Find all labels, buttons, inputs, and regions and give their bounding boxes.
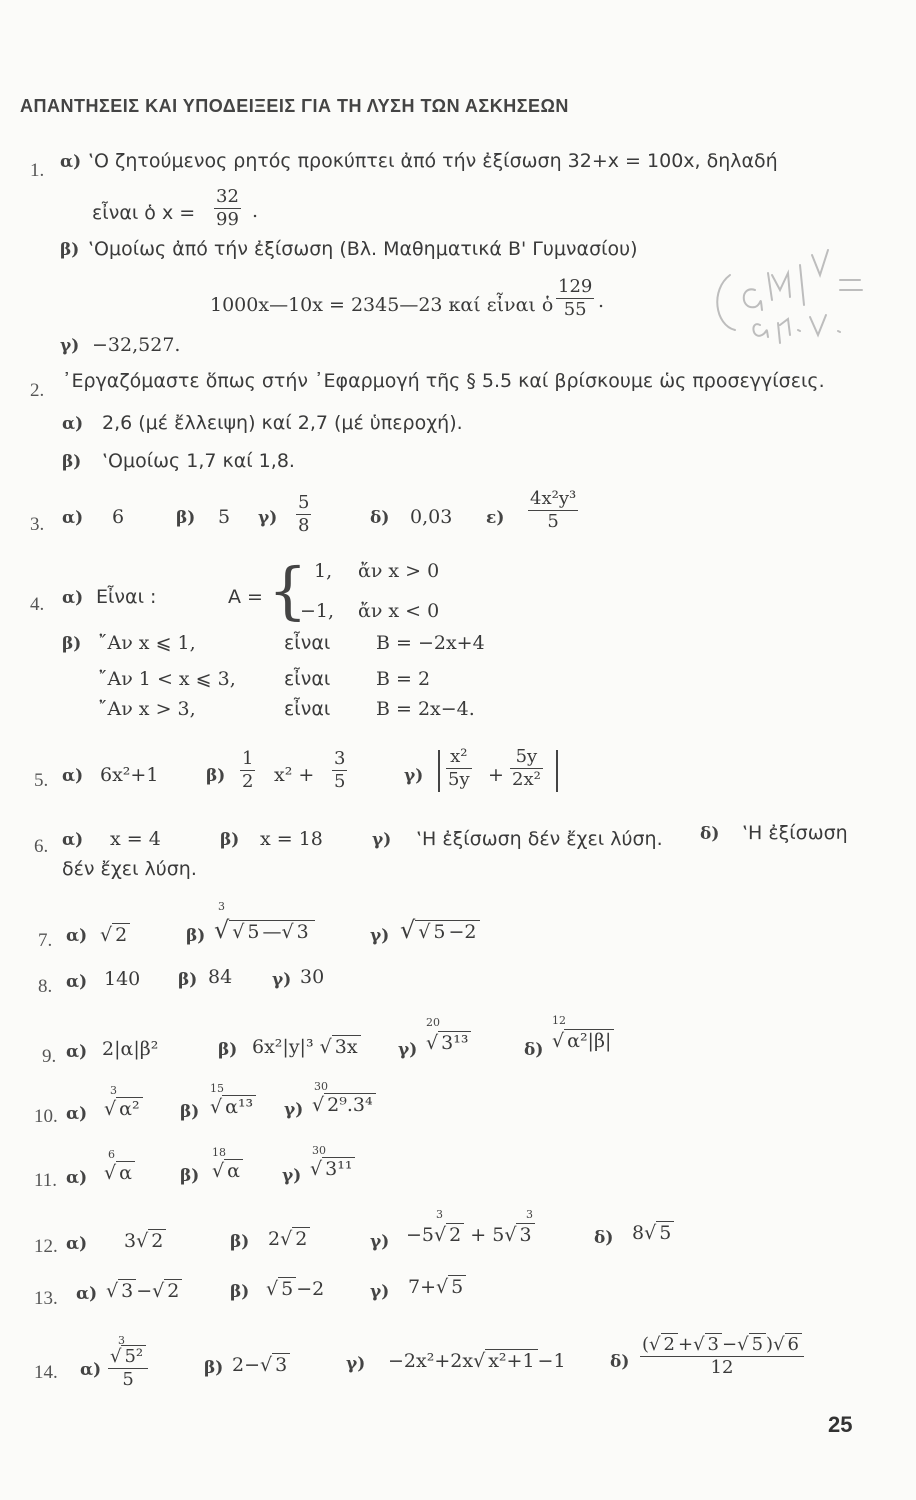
ex13-c-prefix: 7+ xyxy=(408,1276,437,1298)
ex4-row1-result: B = −2x+4 xyxy=(376,632,485,654)
ex3-e-fraction xyxy=(528,488,578,533)
ex1-b-label: β) xyxy=(60,240,80,260)
ex13-b-label: β) xyxy=(230,1282,250,1302)
ex10-c-radicand: 2⁹.3⁴ xyxy=(324,1093,375,1116)
ex7-b-minus: — xyxy=(262,921,282,943)
ex12-a-prefix: 3 xyxy=(124,1230,137,1252)
ex5-a-label: α) xyxy=(62,766,84,786)
ex4-row3-mid: εἶναι xyxy=(284,698,331,720)
ex5-c-fraction1 xyxy=(446,746,472,791)
ex4-a-label: α) xyxy=(62,588,84,608)
ex12-d-root: 8√ 5 xyxy=(632,1222,674,1244)
ex11-c-index: 30 xyxy=(312,1144,326,1157)
ex7-c-tail: −2 xyxy=(448,921,477,943)
ex5-c-label: γ) xyxy=(404,766,424,786)
ex3-e-denominator: 5 xyxy=(528,510,578,533)
ex8-b-label: β) xyxy=(178,970,198,990)
ex3-c-fraction xyxy=(296,492,311,537)
ex9-d-index: 12 xyxy=(552,1014,566,1027)
ex5-a-value: 6x²+1 xyxy=(100,764,159,786)
ex8-a-value: 140 xyxy=(104,968,141,990)
ex12-c-index2: 3 xyxy=(526,1208,533,1221)
ex1-b-dot: . xyxy=(598,290,605,312)
ex11-b-label: β) xyxy=(180,1166,200,1186)
ex9-d-radicand: α²|β| xyxy=(564,1029,614,1052)
ex2-b-text: ‛Ομοίως 1,7 καί 1,8. xyxy=(102,450,295,472)
ex5-b-fraction1 xyxy=(240,748,255,793)
ex10-b-label: β) xyxy=(180,1102,200,1122)
ex7-a-radicand: 2 xyxy=(112,923,130,946)
ex7-a-root: √ 2 xyxy=(100,924,130,946)
ex6-d-continued: δέν ἔχει λύση. xyxy=(62,858,197,880)
ex5-b-f1-numerator: 1 xyxy=(242,748,254,769)
ex9-d-label: δ) xyxy=(524,1040,544,1060)
ex10-a-label: α) xyxy=(66,1104,88,1124)
ex1-a-numerator: 32 xyxy=(216,186,239,207)
ex1-b-equation: 1000x—10x = 2345—23 καί εἶναι ὁ xyxy=(210,294,554,316)
ex3-e-numerator: 4x²y³ xyxy=(530,488,577,509)
ex4-case2-value: −1, xyxy=(300,600,335,622)
ex12-b-root: 2√ 2 xyxy=(268,1228,310,1250)
ex14-c-expression: −2x²+2x√ x²+1 −1 xyxy=(388,1350,566,1372)
ex8-c-label: γ) xyxy=(272,970,292,990)
ex7-b-label: β) xyxy=(186,926,206,946)
ex10-b-radicand: α¹³ xyxy=(222,1095,256,1118)
ex14-c-prefix: −2x²+2x xyxy=(388,1350,474,1372)
ex6-d-label: δ) xyxy=(700,824,720,844)
ex6-b-value: x = 18 xyxy=(260,828,323,850)
ex7-b-inner2: 3 xyxy=(294,920,312,943)
ex9-c-radicand: 3¹³ xyxy=(438,1031,471,1054)
ex4-case1-value: 1, xyxy=(314,560,333,582)
ex14-c-radicand: x²+1 xyxy=(485,1349,537,1372)
ex9-a-value: 2|α|β² xyxy=(102,1038,159,1060)
ex5-b-f1-denominator: 2 xyxy=(242,771,254,792)
ex2-b-label: β) xyxy=(62,452,82,472)
ex10-a-root: √ α² xyxy=(104,1098,143,1120)
exercise-4-number: 4. xyxy=(30,594,45,615)
ex12-b-prefix: 2 xyxy=(268,1228,281,1250)
ex11-c-radicand: 3¹¹ xyxy=(322,1157,355,1180)
ex14-b-label: β) xyxy=(204,1358,224,1378)
ex12-c-radicand1: 2 xyxy=(446,1223,464,1246)
ex5-c-abs-left xyxy=(438,750,440,792)
ex10-b-root: √ α¹³ xyxy=(210,1096,256,1118)
ex5-c-fraction2 xyxy=(510,746,543,791)
ex12-a-radicand: 2 xyxy=(148,1229,166,1252)
ex12-b-radicand: 2 xyxy=(292,1227,310,1250)
ex5-b-f2-denominator: 5 xyxy=(334,771,346,792)
ex4-row2-result: B = 2 xyxy=(376,668,431,690)
ex11-b-root: √ α xyxy=(212,1160,243,1182)
ex9-c-index: 20 xyxy=(426,1016,440,1029)
ex13-a-label: α) xyxy=(76,1284,98,1304)
ex1-c-label: γ) xyxy=(60,336,80,356)
ex14-a-radicand: 5² xyxy=(121,1345,146,1367)
ex12-a-label: α) xyxy=(66,1234,88,1254)
ex14-d-denominator: 12 xyxy=(640,1356,804,1379)
ex1-a-fraction xyxy=(214,186,241,231)
ex12-a-root: 3√ 2 xyxy=(124,1230,166,1252)
ex3-c-label: γ) xyxy=(258,508,278,528)
ex14-c-tail: −1 xyxy=(537,1350,566,1372)
exercise-10-number: 10. xyxy=(34,1106,58,1127)
ex3-c-denominator: 8 xyxy=(298,515,310,536)
ex11-b-radicand: α xyxy=(224,1159,243,1182)
ex14-b-prefix: 2− xyxy=(232,1354,261,1376)
ex13-c-expression: 7+√ 5 xyxy=(408,1276,466,1298)
ex7-a-label: α) xyxy=(66,926,88,946)
ex7-b-root: √ √ 5 —√ 3 xyxy=(214,916,315,944)
ex9-d-root: √ α²|β| xyxy=(552,1030,614,1052)
exercise-13-number: 13. xyxy=(34,1288,58,1309)
ex4-row2-mid: εἶναι xyxy=(284,668,331,690)
ex1-a-text: ‛Ο ζητούμενος ρητός προκύπτει ἀπό τήν ἐξίσωση 32+x = 100x, δηλαδή xyxy=(88,150,778,172)
ex4-row3-condition: ῎Αν x > 3, xyxy=(98,698,196,720)
ex6-a-label: α) xyxy=(62,830,84,850)
exercise-8-number: 8. xyxy=(38,976,53,997)
ex12-c-radicand2: 3 xyxy=(516,1223,534,1246)
ex5-b-middle: x² + xyxy=(274,764,315,786)
exercise-11-number: 11. xyxy=(34,1170,58,1191)
exercise-5-number: 5. xyxy=(34,770,49,791)
ex5-c-f1-denominator: 5y xyxy=(448,769,470,790)
ex9-a-label: α) xyxy=(66,1042,88,1062)
ex11-a-root: √ α xyxy=(104,1162,135,1184)
ex14-a-denominator: 5 xyxy=(108,1368,148,1391)
ex13-b-tail: −2 xyxy=(296,1278,325,1300)
ex10-a-index: 3 xyxy=(110,1084,117,1097)
ex12-d-label: δ) xyxy=(594,1228,614,1248)
ex8-b-value: 84 xyxy=(208,966,233,988)
ex3-c-numerator: 5 xyxy=(298,492,310,513)
ex1-a-line2: εἶναι ὁ x = xyxy=(92,202,196,224)
ex4-brace: { xyxy=(268,554,308,627)
ex11-c-label: γ) xyxy=(282,1166,302,1186)
ex13-c-label: γ) xyxy=(370,1282,390,1302)
ex13-a-expression: √ 3 −√ 2 xyxy=(106,1280,182,1302)
ex9-b-root: 6x²|y|³ √ 3x xyxy=(252,1036,361,1058)
page-number: 25 xyxy=(828,1412,853,1437)
ex3-d-label: δ) xyxy=(370,508,390,528)
ex13-c-radicand: 5 xyxy=(448,1275,466,1298)
ex10-c-label: γ) xyxy=(284,1100,304,1120)
ex9-b-prefix: 6x²|y|³ xyxy=(252,1036,314,1058)
ex1-b-numerator: 129 xyxy=(558,276,593,297)
ex1-b-text: ‛Ομοίως ἀπό τήν ἐξίσωση (Βλ. Μαθηματικά Β' Γυμνασίου) xyxy=(88,238,638,260)
ex13-a-radicand1: 3 xyxy=(118,1279,136,1302)
ex1-b-denominator: 55 xyxy=(556,298,594,321)
ex7-c-root: √ √ 5 −2 xyxy=(400,916,480,944)
ex4-case1-condition: ἄν x > 0 xyxy=(358,560,440,582)
ex9-b-radicand: 3x xyxy=(332,1035,361,1058)
exercise-14-number: 14. xyxy=(34,1362,58,1383)
ex14-d-fraction xyxy=(640,1334,804,1379)
ex14-d-label: δ) xyxy=(610,1352,630,1372)
ex4-case2-condition: ἄν x < 0 xyxy=(358,600,440,622)
ex2-text: ᾿Εργαζόμαστε ὅπως στήν ᾿Εφαρμογή τῆς § 5.5 καί βρίσκουμε ὡς προσεγγίσεις. xyxy=(62,370,825,392)
ex3-b-value: 5 xyxy=(218,506,231,528)
ex5-c-f2-numerator: 5y xyxy=(515,746,538,767)
ex4-A-equals: A = xyxy=(228,586,263,608)
ex3-a-value: 6 xyxy=(112,506,125,528)
ex1-a-label: α) xyxy=(60,152,82,172)
ex14-a-label: α) xyxy=(80,1360,102,1380)
ex14-b-expression: 2−√ 3 xyxy=(232,1354,290,1376)
ex4-row2-condition: ῎Αν 1 < x ⩽ 3, xyxy=(98,668,236,690)
ex5-b-fraction2 xyxy=(332,748,347,793)
ex6-d-text: ‛Η ἐξίσωση xyxy=(742,822,848,844)
ex12-c-index1: 3 xyxy=(436,1208,443,1221)
ex13-b-radicand: 5 xyxy=(278,1277,296,1300)
ex6-c-text: ‛Η ἐξίσωση δέν ἔχει λύση. xyxy=(416,828,663,850)
page-heading: ΑΠΑΝΤΗΣΕΙΣ ΚΑΙ ΥΠΟΔΕΙΞΕΙΣ ΓΙΑ ΤΗ ΛΥΣΗ ΤΩΝ ΑΣΚΗΣΕΩΝ xyxy=(20,96,569,116)
ex12-d-radicand: 5 xyxy=(656,1221,674,1244)
exercise-3-number: 3. xyxy=(30,514,45,535)
ex11-a-radicand: α xyxy=(116,1161,135,1184)
ex7-b-index: 3 xyxy=(218,900,225,913)
ex14-a-numerator: √ 5² xyxy=(108,1346,148,1368)
ex12-c-prefix: −5 xyxy=(406,1224,435,1246)
ex11-a-label: α) xyxy=(66,1168,88,1188)
ex6-c-label: γ) xyxy=(372,830,392,850)
exercise-9-number: 9. xyxy=(42,1046,57,1067)
ex13-a-minus: − xyxy=(136,1280,153,1302)
ex3-b-label: β) xyxy=(176,508,196,528)
ex11-b-index: 18 xyxy=(212,1146,226,1159)
exercise-1-number: 1. xyxy=(30,160,45,181)
ex5-c-plus: + xyxy=(488,764,504,786)
ex5-b-label: β) xyxy=(206,766,226,786)
ex3-a-label: α) xyxy=(62,508,84,528)
ex11-a-index: 6 xyxy=(108,1148,115,1161)
ex3-e-label: ε) xyxy=(486,508,505,528)
ex4-row3-result: B = 2x−4. xyxy=(376,698,475,720)
ex1-a-denominator: 99 xyxy=(216,209,239,230)
ex5-b-f2-numerator: 3 xyxy=(334,748,346,769)
ex4-row1-mid: εἶναι xyxy=(284,632,331,654)
ex7-c-inner: 5 xyxy=(430,920,448,943)
exercise-6-number: 6. xyxy=(34,836,49,857)
exercise-12-number: 12. xyxy=(34,1236,58,1257)
ex3-d-value: 0,03 xyxy=(410,506,453,528)
ex5-c-f2-denominator: 2x² xyxy=(512,769,541,790)
ex2-a-text: 2,6 (μέ ἔλλειψη) καί 2,7 (μέ ὑπεροχή). xyxy=(102,412,463,434)
ex12-c-label: γ) xyxy=(370,1232,390,1252)
ex5-c-abs-right xyxy=(556,750,558,792)
ex10-c-root: √ 2⁹.3⁴ xyxy=(312,1094,376,1116)
ex6-b-label: β) xyxy=(220,830,240,850)
ex14-d-numerator: (√ 2 +√ 3 −√ 5 )√ 6 xyxy=(640,1334,804,1356)
ex13-b-expression: √ 5 −2 xyxy=(266,1278,325,1300)
ex1-b-fraction xyxy=(556,276,594,321)
ex1-a-dot: . xyxy=(252,200,259,222)
ex12-c-expression: −5√ 2 + 5√ 3 xyxy=(406,1224,535,1246)
ex12-b-label: β) xyxy=(230,1232,250,1252)
ex11-c-root: √ 3¹¹ xyxy=(310,1158,355,1180)
ex8-c-value: 30 xyxy=(300,966,325,988)
ex9-b-label: β) xyxy=(218,1040,238,1060)
ex6-a-value: x = 4 xyxy=(110,828,161,850)
ex2-a-label: α) xyxy=(62,414,84,434)
ex14-b-radicand: 3 xyxy=(272,1353,290,1376)
ex10-a-radicand: α² xyxy=(116,1097,142,1120)
ex9-c-root: √ 3¹³ xyxy=(426,1032,471,1054)
handwritten-scribble xyxy=(700,235,905,345)
ex12-d-prefix: 8 xyxy=(632,1222,645,1244)
ex14-a-index: 3 xyxy=(118,1334,125,1347)
ex5-c-f1-numerator: x² xyxy=(450,746,468,767)
ex7-c-label: γ) xyxy=(370,926,390,946)
ex14-c-label: γ) xyxy=(346,1354,366,1374)
ex1-c-text: −32,527. xyxy=(92,334,181,356)
ex9-c-label: γ) xyxy=(398,1040,418,1060)
ex4-row1-condition: ῎Αν x ⩽ 1, xyxy=(98,632,196,654)
exercise-7-number: 7. xyxy=(38,930,53,951)
ex4-a-text: Εἶναι : xyxy=(96,586,157,608)
ex7-b-inner1: 5 xyxy=(244,920,262,943)
ex12-c-middle: + 5 xyxy=(470,1224,505,1246)
ex10-b-index: 15 xyxy=(210,1082,224,1095)
ex13-a-radicand2: 2 xyxy=(164,1279,182,1302)
ex4-b-label: β) xyxy=(62,634,82,654)
ex14-a-fraction xyxy=(108,1346,148,1391)
ex10-c-index: 30 xyxy=(314,1080,328,1093)
ex8-a-label: α) xyxy=(66,972,88,992)
exercise-2-number: 2. xyxy=(30,380,45,401)
